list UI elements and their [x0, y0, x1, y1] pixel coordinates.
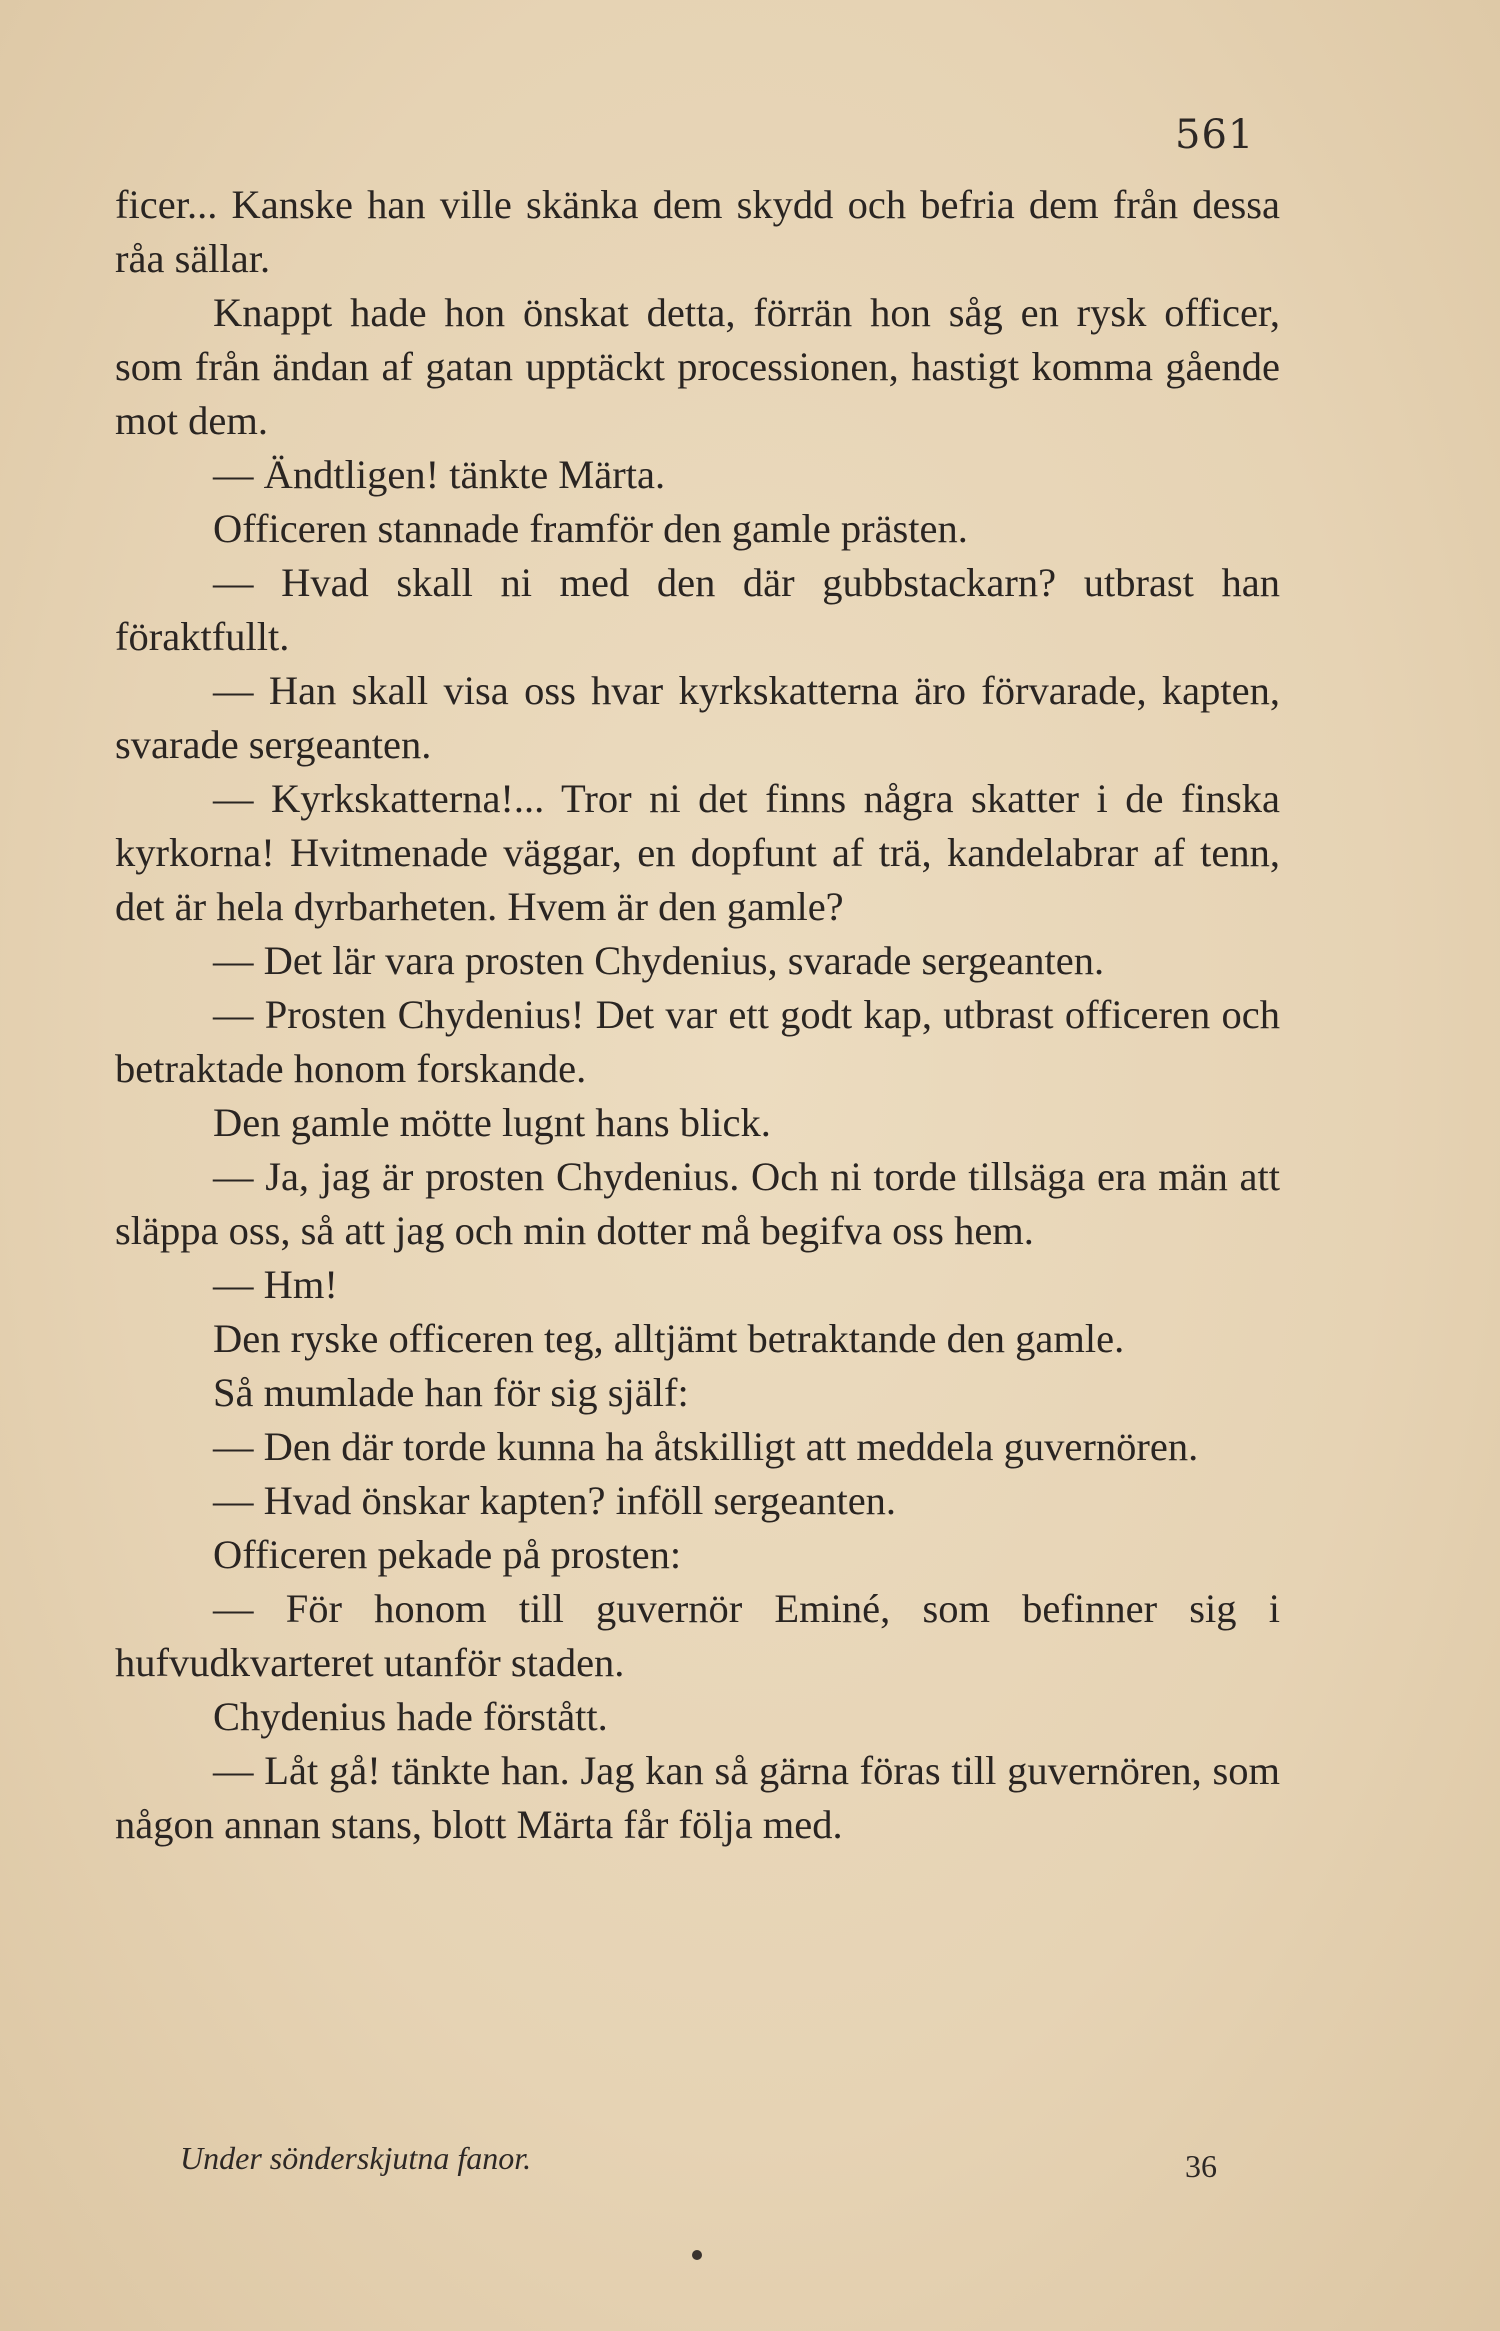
book-title-footer: Under sönderskjutna fanor. [180, 2140, 532, 2176]
paragraph: Den ryske officeren teg, alltjämt betraktande den gamle. [213, 1316, 1125, 1361]
paragraph: — Hvad önskar kapten? inföll sergeanten. [213, 1478, 897, 1523]
paragraph: — Den där torde kunna ha åtskilligt att meddela guvernören. [213, 1424, 1199, 1469]
paragraph: Den gamle mötte lugnt hans blick. [213, 1100, 771, 1145]
page-footer [180, 2140, 1240, 2190]
paragraph: — Hvad skall ni med den där gubbstackarn? utbrast han föraktfullt. [115, 560, 1280, 659]
paragraph: — För honom till guvernör Eminé, som befinner sig i hufvudkvarteret utanför staden. [115, 1586, 1280, 1685]
paragraph: Officeren stannade framför den gamle prästen. [213, 506, 968, 551]
paragraph: — Hm! [213, 1262, 338, 1307]
paragraph: Chydenius hade förstått. [213, 1694, 608, 1739]
paragraph: Så mumlade han för sig själf: [213, 1370, 689, 1415]
signature-mark: 36 [1185, 2148, 1217, 2184]
paragraph: Knappt hade hon önskat detta, förrän hon såg en rysk officer, som från ändan af gatan upptäckt processionen, hastigt komma gående mot dem. [115, 290, 1280, 443]
paragraph: — Prosten Chydenius! Det var ett godt kap, utbrast officeren och betraktade honom forskande. [115, 992, 1280, 1091]
paragraph: — Ändtligen! tänkte Märta. [213, 452, 666, 497]
paragraph: — Kyrkskatterna!... Tror ni det finns några skatter i de finska kyrkorna! Hvitmenade väggar, en dopfunt af trä, kandelabrar af tenn, det är hela dyrbarheten. Hvem är den gamle? [115, 776, 1280, 929]
ink-dot [692, 2250, 702, 2260]
paragraph: — Han skall visa oss hvar kyrkskatterna äro förvarade, kapten, svarade sergeanten. [115, 668, 1280, 767]
body-text [115, 178, 1280, 1852]
paragraph: — Ja, jag är prosten Chydenius. Och ni torde tillsäga era män att släppa oss, så att jag och min dotter må begifva oss hem. [115, 1154, 1280, 1253]
page-number: 561 [1175, 112, 1255, 158]
paragraph: — Låt gå! tänkte han. Jag kan så gärna föras till guvernören, som någon annan stans, blott Märta får följa med. [115, 1748, 1280, 1847]
paragraph: Officeren pekade på prosten: [213, 1532, 682, 1577]
paragraph: ficer... Kanske han ville skänka dem skydd och befria dem från dessa råa sällar. [115, 182, 1280, 281]
paragraph: — Det lär vara prosten Chydenius, svarade sergeanten. [213, 938, 1105, 983]
